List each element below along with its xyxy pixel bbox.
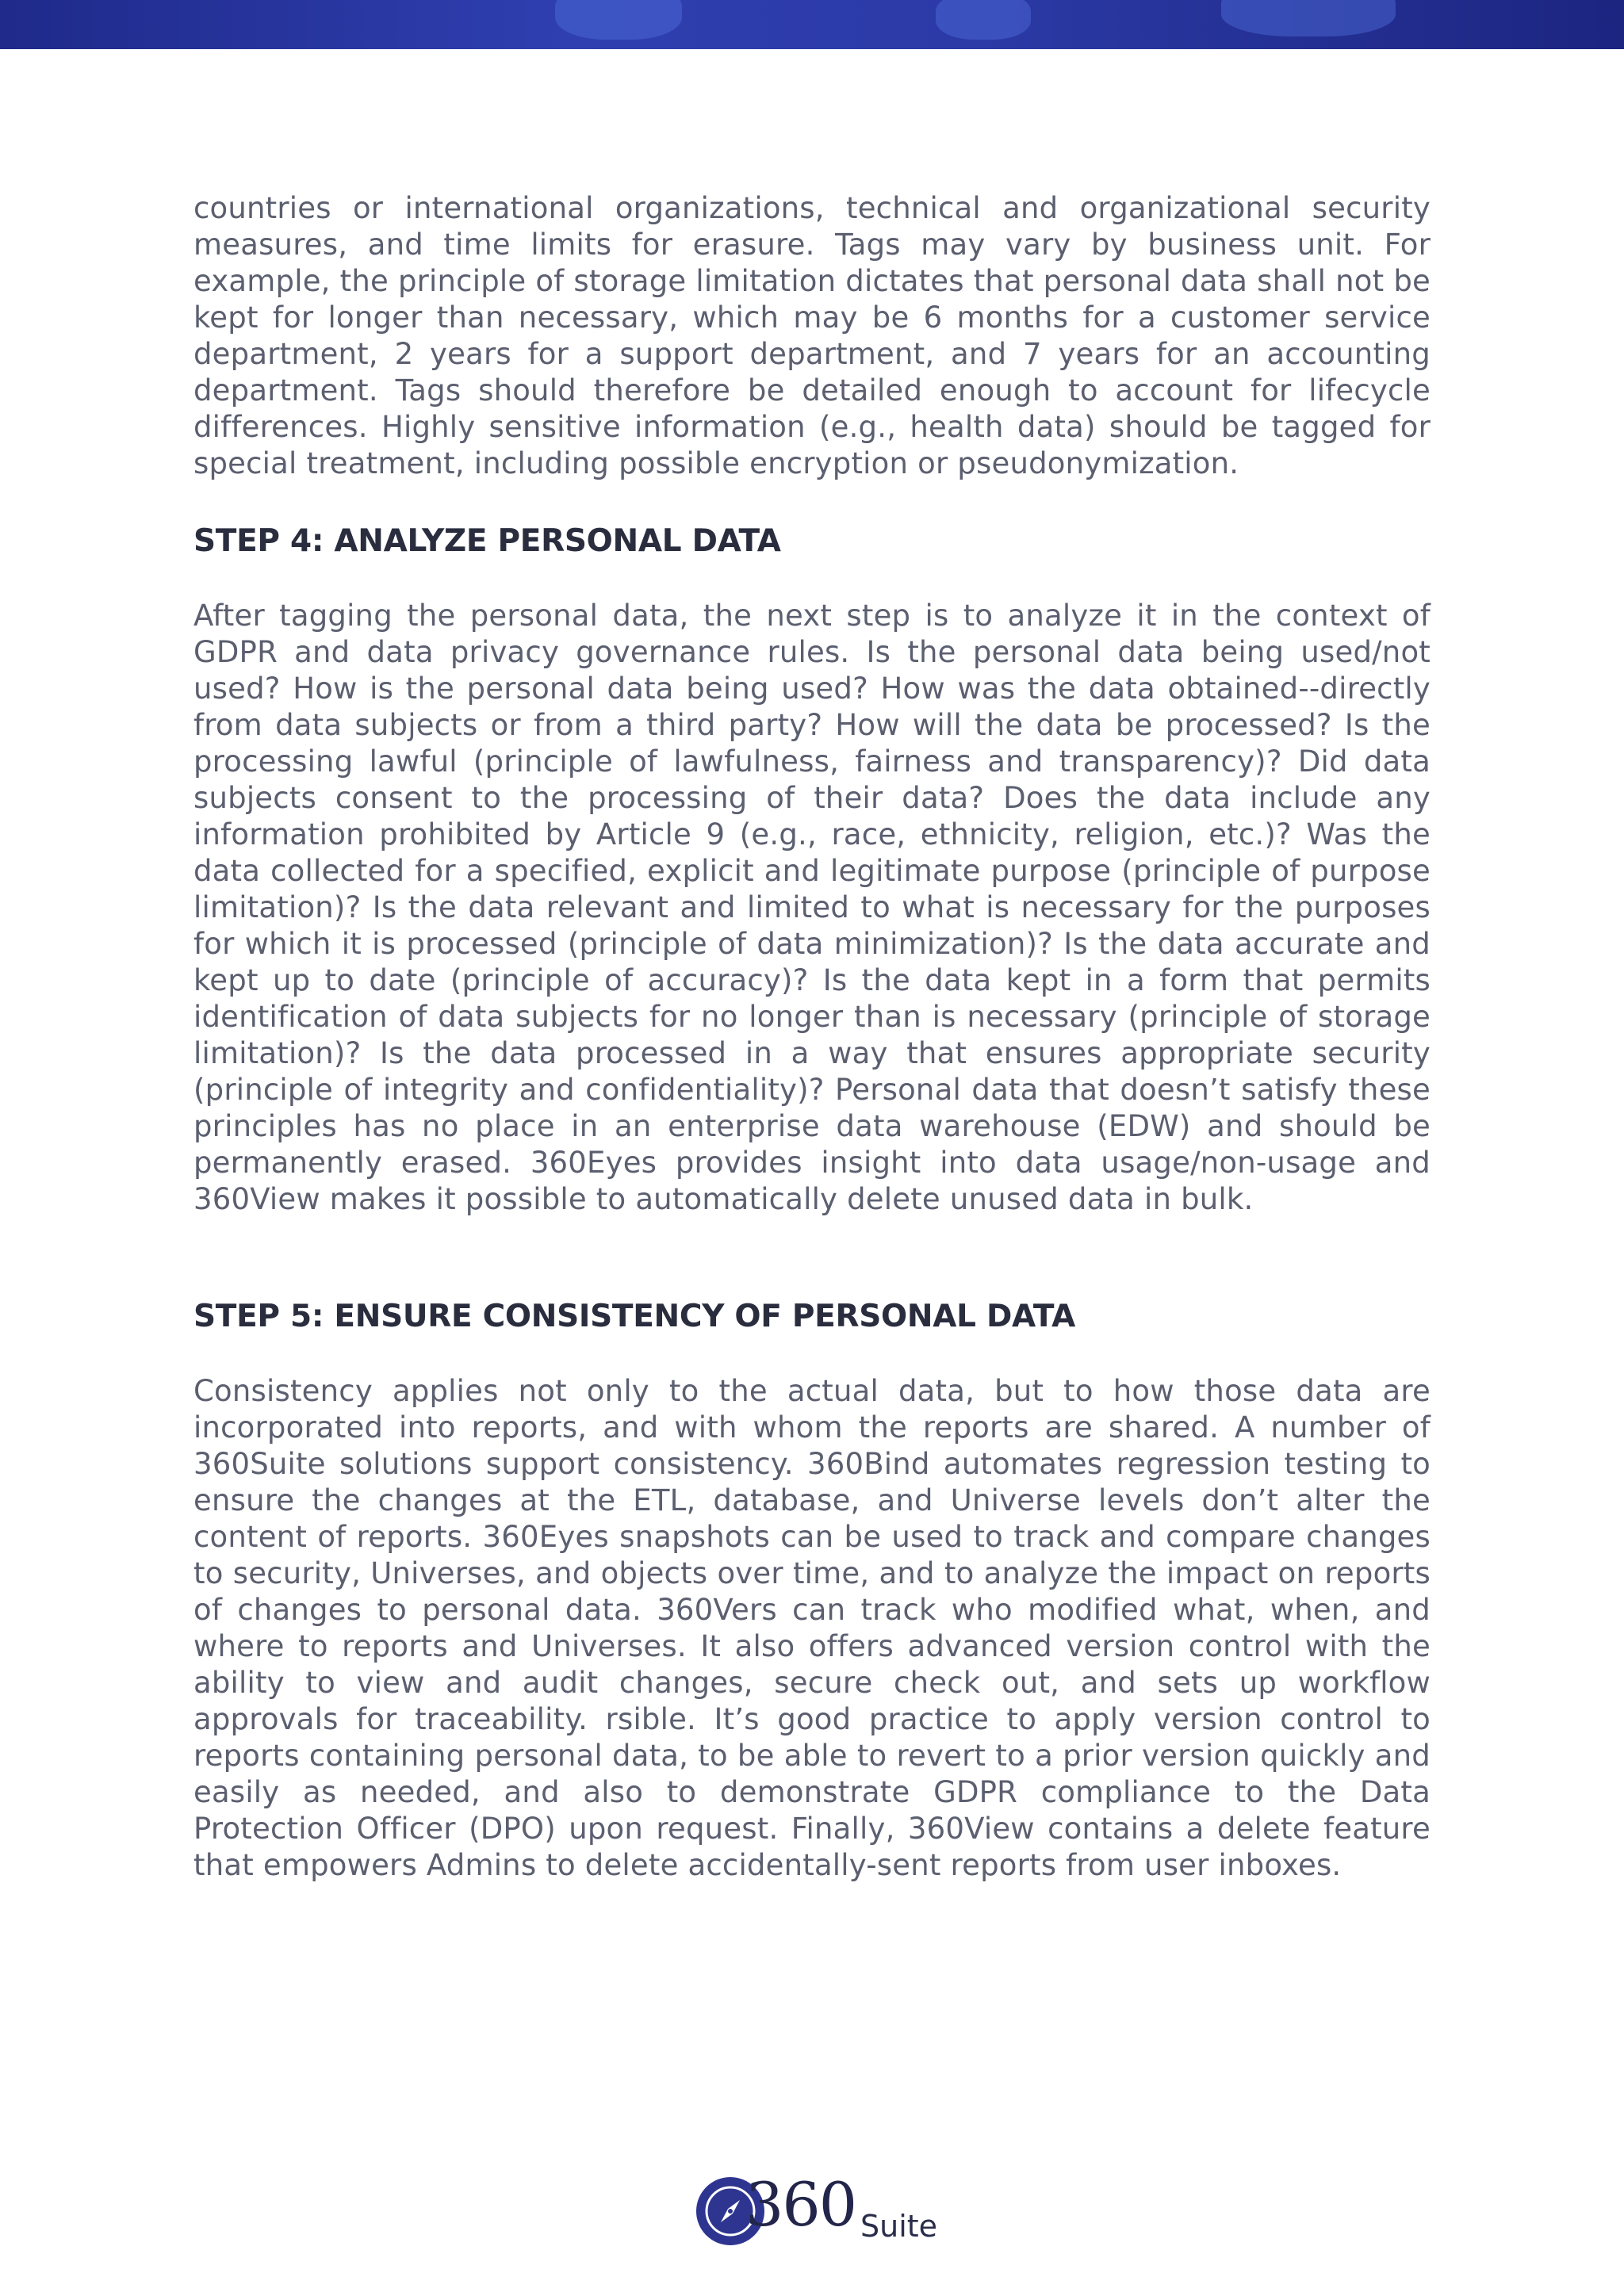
paragraph-consistency: Consistency applies not only to the actual data, but to how those data are incorporated into reports, and with whom the reports are shared. A number of 360Suite solutions support consistency. 360Bind automates regression testing to ensure the changes at the ETL, database, and Universe levels don’t alter the content of reports. 360Eyes snapshots can be used to track and compare changes to security, Universes, and objects over time, and to analyze the impact on reports of changes to personal data. 360Vers can track who modified what, when, and where to reports and Universes. It also offers advanced version control with the ability to view and audit changes, secure check out, and sets up workflow approvals for traceability. rsible. It’s good practice to apply version control to reports containing personal data, to be able to revert to a prior version quickly and easily as needed, and also to demonstrate GDPR compliance to the Data Protection Officer (DPO) upon request. Finally, 360View contains a delete feature that empowers Admins to delete accidentally-sent reports from user inboxes. bbox=[193, 1374, 1431, 1882]
logo-number: 360 bbox=[745, 2169, 856, 2240]
top-banner bbox=[0, 0, 1624, 49]
heading-step-4: STEP 4: ANALYZE PERSONAL DATA bbox=[193, 523, 781, 559]
world-map-shape bbox=[936, 0, 1031, 40]
world-map-shape bbox=[1221, 0, 1396, 36]
footer-logo bbox=[696, 2169, 938, 2261]
paragraph-analyze: After tagging the personal data, the next step is to analyze it in the context of GDPR and data privacy governance rules. Is the personal data being used/not used? How is the personal data being used? How was the data obtained--directly from data subjects or from a third party? How will the data be processed? Is the processing lawful (principle of lawfulness, fairness and transparency)? Did data subjects consent to the processing of their data? Does the data include any information prohibited by Article 9 (e.g., race, ethnicity, religion, etc.)? Was the data collected for a specified, explicit and legitimate purpose (principle of purpose limitation)? Is the data relevant and limited to what is necessary for the purposes for which it is processed (principle of data minimization)? Is the data accurate and kept up to date (principle of accuracy)? Is the data kept in a form that permits identification of data subjects for no longer than is necessary (principle of storage limitation)? Is the data processed in a way that ensures appropriate security (principle of integrity and confidentiality)? Personal data that doesn’t satisfy these principles has no place in an enterprise data warehouse (EDW) and should be permanently erased. 360Eyes provides insight into data usage/non-usage and 360View makes it possible to automatically delete unused data in bulk. bbox=[193, 599, 1431, 1216]
logo-word: Suite bbox=[860, 2209, 938, 2244]
heading-step-5: STEP 5: ENSURE CONSISTENCY OF PERSONAL DATA bbox=[193, 1299, 1076, 1334]
paragraph-tags: countries or international organizations, technical and organizational security measures, and time limits for erasure. Tags may vary by business unit. For example, the principle of storage limitation dictates that personal data shall not be kept for longer than necessary, which may be 6 months for a customer service department, 2 years for a support department, and 7 years for an accounting department. Tags should therefore be detailed enough to account for lifecycle differences. Highly sensitive information (e.g., health data) should be tagged for special treatment, including possible encryption or pseudonymization. bbox=[193, 191, 1431, 480]
world-map-shape bbox=[555, 0, 682, 40]
